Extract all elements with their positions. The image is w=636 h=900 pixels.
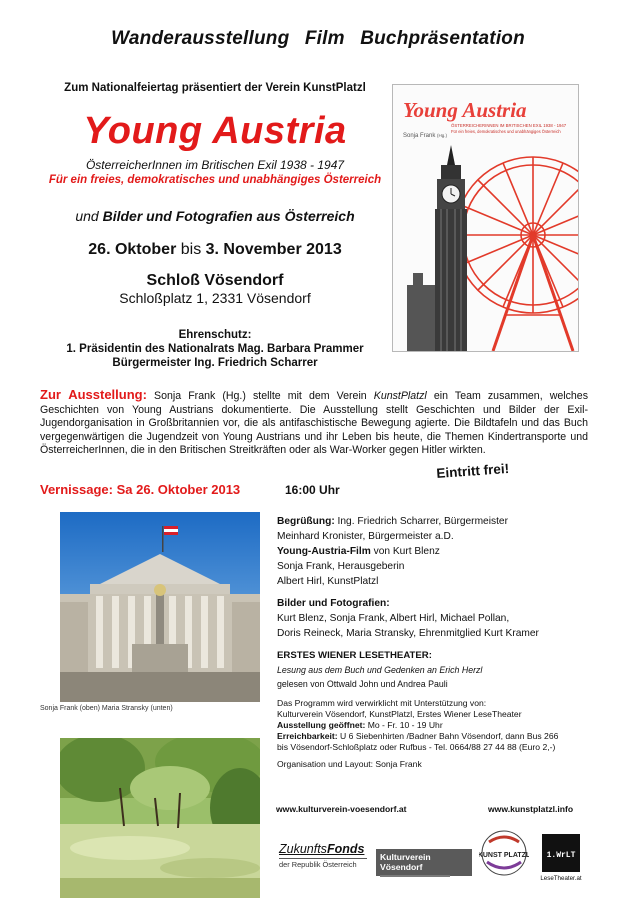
parliament-photo [60, 512, 260, 702]
organisation-line: Organisation und Layout: Sonja Frank [277, 759, 422, 769]
program-section [277, 514, 597, 770]
exhibition-text-post: ein Team zusammen, welches Geschichten von Young Austrians dokumentierte. Die Ausstellung stellt Geschichten und Bilder der Exil-Jugendorganisation in Großbritannien vor, die als antifaschistische Bewegung agierte. Die Bildtafeln und das Buch vergegenwärtigen die Jugendzeit von Young Austrians und ihr Leben bis heute, die Themen Kindertransporte und ÖsterreicherInnen, die in den Britischen Streitkräften oder als War-Worker gegen Hitler wirkten. [40, 390, 588, 457]
kunstplatzl-logo [479, 828, 529, 878]
lesetheater-logo-icon [538, 832, 584, 882]
lesetheater-label: ERSTES WIENER LESETHEATER: [277, 650, 432, 661]
main-title: Young Austria [83, 110, 347, 152]
venue-address: Schloßplatz 1, 2331 Vösendorf [119, 290, 311, 306]
lesetheater-logo-top: 1.WrLT [546, 851, 576, 860]
images-line-2: Doris Reineck, Maria Stransky, Ehrenmitglied Kurt Kramer [277, 628, 539, 639]
opening-label: Ausstellung geöffnet: [277, 720, 366, 730]
kronister-line: Meinhard Kronister, Bürgermeister a.D. [277, 531, 454, 542]
date-separator: bis [176, 241, 206, 258]
vernissage-date: Vernissage: Sa 26. Oktober 2013 [40, 482, 241, 497]
support-line-1: Das Programm wird verwirklicht mit Unterstützung von: [277, 698, 487, 708]
venue-name: Schloß Vösendorf [146, 272, 284, 289]
kulturverein-link[interactable]: www.kulturverein-voesendorf.at [276, 804, 407, 814]
reading-title: Lesung aus dem Buch und Gedenken an Erich Herzl [277, 665, 483, 675]
kunstplatzl-logo-icon [479, 828, 529, 878]
exhibition-label: Zur Ausstellung: [40, 387, 147, 402]
support-line-2: Kulturverein Vösendorf, KunstPlatzl, Erstes Wiener LeseTheater [277, 709, 522, 719]
kulturverein-logo [376, 849, 472, 876]
reachability [277, 731, 597, 742]
flag-stripe-mid [164, 529, 178, 532]
images-label: Bilder und Fotografien: [277, 598, 390, 609]
date-start: 26. Oktober [88, 241, 177, 258]
cover-line-1: ÖSTERREICHERINNEN IM BRITISCHEN EXIL 1938 - 1947 [451, 123, 567, 128]
exhibition-text-pre: Sonja Frank (Hg.) stellte mit dem Verein [146, 390, 374, 402]
date-range [40, 241, 390, 259]
reach-label: Erreichbarkeit: [277, 731, 338, 741]
page-heading: Wanderausstellung Film Buchpräsentation [111, 28, 525, 49]
cover-author-suffix: (Hg.) [437, 133, 448, 138]
flagpole [162, 526, 164, 552]
reach-text: U 6 Siebenhirten /Badner Bahn Vösendorf, dann Bus 266 [337, 731, 559, 741]
and-prefix: und [75, 208, 103, 224]
flag-stripe-top [164, 526, 178, 529]
also-showing-text: Bilder und Fotografien aus Österreich [102, 208, 355, 224]
river-painting [60, 738, 260, 898]
patronage-line-1: 1. Präsidentin des Nationalrats Mag. Barbara Prammer [66, 343, 364, 355]
river-illustration [60, 738, 260, 898]
patronage-label: Ehrenschutz: [178, 329, 252, 341]
greeting-text: Ing. Friedrich Scharrer, Bürgermeister [334, 516, 508, 527]
fountain-base [132, 644, 188, 672]
zf-wordmark: ZukunftsFonds [279, 842, 365, 856]
also-showing-line [40, 208, 390, 224]
kulturverein-logo-bar [380, 875, 450, 877]
film-label: Young-Austria-Film [277, 546, 371, 557]
images-line-1: Kurt Blenz, Sonja Frank, Albert Hirl, Michael Pollan, [277, 613, 510, 624]
free-admission: Eintritt frei! [435, 460, 510, 481]
kunstplatzl-logo-text: KUNST PLATZL [479, 852, 529, 859]
cover-author-name: Sonja Frank [403, 133, 436, 139]
exhibition-description [40, 388, 588, 458]
book-cover [392, 84, 579, 352]
photo-caption: Sonja Frank (oben) Maria Stransky (unten) [40, 705, 173, 712]
zukunftsfonds-logo [279, 842, 367, 882]
editor-line: Sonja Frank, Herausgeberin [277, 561, 405, 572]
reachability-line-2: bis Vösendorf-Schloßplatz oder Rufbus - Tel. 0664/88 27 44 88 (Euro 2,-) [277, 742, 556, 752]
opening-text: Mo - Fr. 10 - 19 Uhr [365, 720, 443, 730]
left-wing [60, 602, 88, 672]
zf-subline: der Republik Österreich [279, 858, 367, 869]
kulturverein-logo-text: Kulturverein Vösendorf [380, 852, 431, 872]
film-text: von Kurt Blenz [370, 546, 440, 557]
lesetheater-logo-bottom: LeseTheater.at [540, 875, 582, 882]
parliament-illustration [60, 512, 260, 702]
right-wing [232, 602, 260, 672]
flag-stripe-bottom [164, 532, 178, 535]
statue-column [156, 594, 164, 644]
exhibition-text-em: KunstPlatzl [373, 390, 427, 402]
cover-line-2: Für ein freies, demokratisches und unabhängiges Österreich [451, 129, 561, 134]
date-end: 3. November 2013 [205, 241, 342, 258]
reading-readers: gelesen von Ottwald John und Andrea Pauli [277, 679, 448, 689]
support-info [277, 698, 597, 770]
vernissage-time: 16:00 Uhr [285, 483, 340, 497]
book-cover-illustration [393, 85, 578, 351]
subtitle-motto: Für ein freies, demokratisches und unabhängiges Österreich [48, 174, 382, 186]
intro-line: Zum Nationalfeiertag präsentiert der Verein KunstPlatzl [64, 82, 366, 94]
film-line [277, 544, 597, 559]
opening-hours [277, 720, 597, 731]
greeting-label: Begrüßung: [277, 516, 335, 527]
hirl-line: Albert Hirl, KunstPlatzl [277, 576, 379, 587]
greeting-line [277, 514, 597, 529]
lesetheater-logo [538, 832, 584, 882]
subtitle: ÖsterreicherInnen im Britischen Exil 1938 - 1947 [85, 158, 345, 172]
honorary-patronage [40, 328, 390, 370]
ramp [60, 672, 260, 702]
cover-title: Young Austria [403, 98, 527, 122]
river-bank [60, 878, 260, 898]
patronage-line-2: Bürgermeister Ing. Friedrich Scharrer [112, 357, 318, 369]
athena-statue [154, 584, 166, 596]
kunstplatzl-link[interactable]: www.kunstplatzl.info [488, 804, 574, 814]
